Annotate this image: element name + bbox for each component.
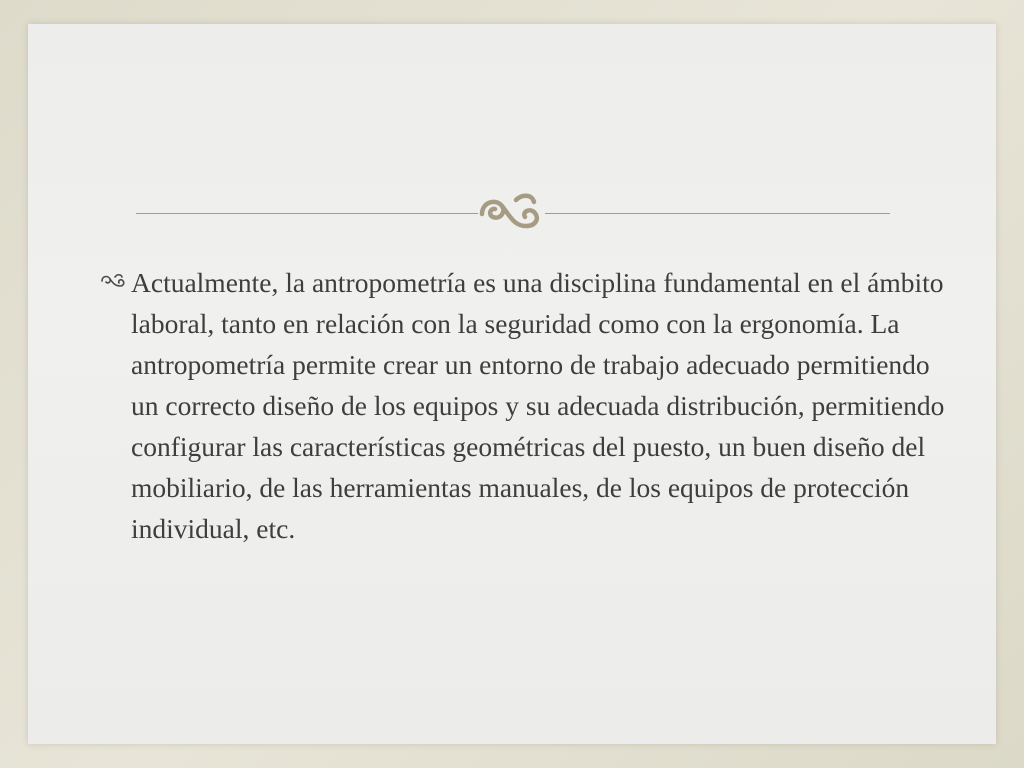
bullet-text: Actualmente, la antropometría es una disciplina fundamental en el ámbito laboral, tanto en relación con la seguridad como con la ergonomía. La antropometría permite crear un entorno de trabajo adecuado permitiendo un correcto diseño de los equipos y su adecuada distribución, permitiendo configurar las características geométricas del puesto, un buen diseño del mobiliario, de las herramientas manuales, de los equipos de protección individual, etc. (131, 267, 945, 544)
title-divider-left (136, 213, 478, 214)
scroll-flourish-icon (476, 190, 546, 236)
title-divider-right (545, 213, 890, 214)
flourish-bullet-icon (100, 272, 126, 288)
